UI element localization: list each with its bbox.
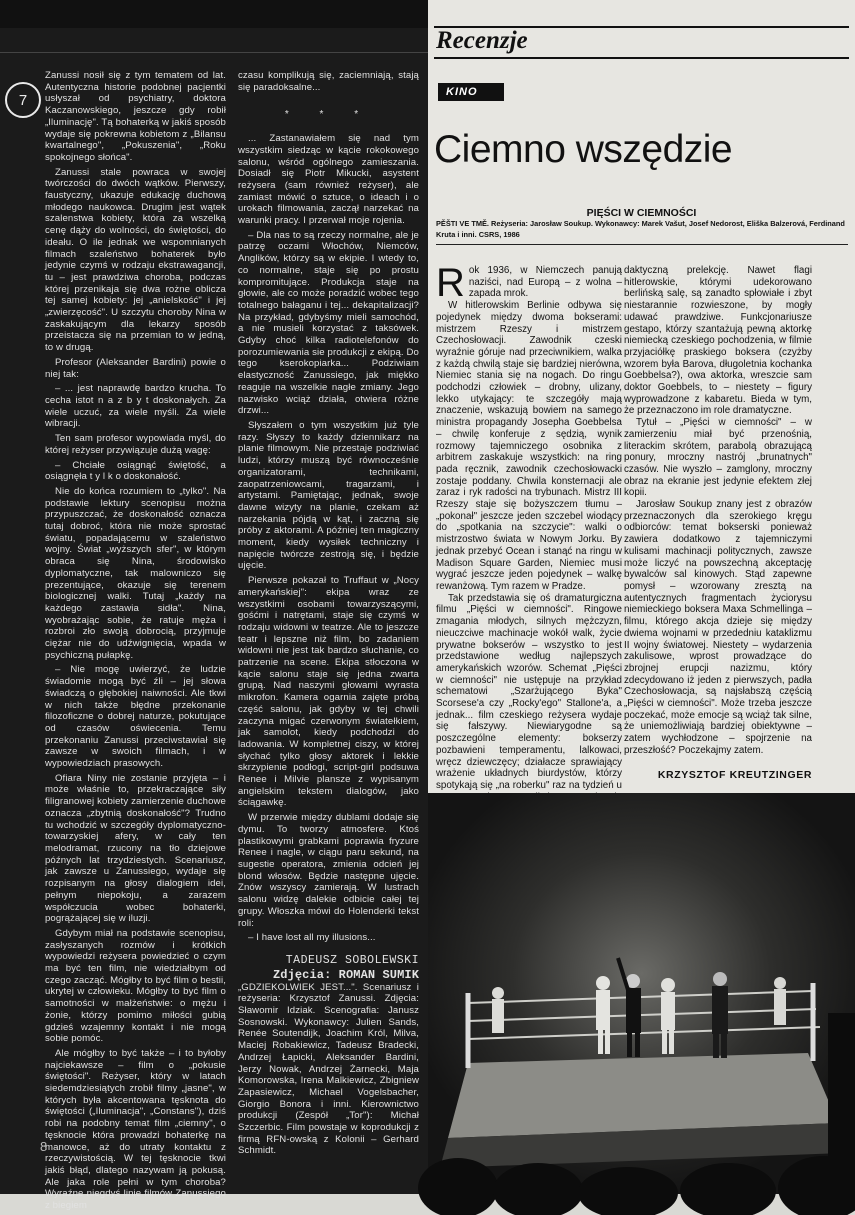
article-author: TADEUSZ SOBOLEWSKI [285, 953, 419, 967]
paragraph: Ofiara Niny nie zostanie przyjęta – i może właśnie to, przekraczające siły filigranowej kobiety zamierzenie duchowe oznacza „zbytnią doskonałość"? Trudno tu wchodzić w szczegóły dyplomatyczno-towarzyskiej afery, w cały ten melodramat, rzucony na tło dziejowe późnych lat trzydziestych. Scenariusz, jak zawsze u Zanussiego, wydaje się rozpisanym na głosy dialogiem idei, pełnym niepokoju, a zarazem współczucia wobec bohaterki, pogrążającej się w iluzji. [45, 772, 226, 925]
film-title: PIĘŚCI W CIEMNOŚCI [586, 207, 697, 219]
left-column-a [45, 70, 226, 1215]
paragraph: Nie do końca rozumiem to „tylko". Na podstawie lektury scenopisu można przypuszczać, że doskonałość oznacza tutaj dobroć, która nie może sprostać światu, popadającemu w szaleństwo wojny. Świat „wyższych sfer", w którym obraca się Nina, środowisko dyplomatyczne, tak malowniczo się prezentujące, okazuje się terenem biologicznej walki. Tutaj „każdy na każdego zastawia sidła". Nina, wyobrażając sobie, że ratuje męża i rozbroi zło swoją dobrocią, przyjmuje ciężar nie do udźwignięcia, wpada w psychiczną pułapkę. [45, 485, 226, 661]
top-dark-band [0, 0, 428, 28]
page-number: 8 [40, 1139, 48, 1154]
boxing-scene-image [428, 793, 855, 1194]
boxing-ring-photo [428, 793, 855, 1194]
film-credits: „GDZIEKOLWIEK JEST...". Scenariusz i reżyseria: Krzysztof Zanussi. Zdjęcia: Sławomir Idziak. Scenografia: Janusz Sosnowski. Wykonawcy: Julien Sands, Renée Soutendijk, Joachim Król, Milva, Maciej Robakiewicz, Tadeusz Bradecki, Andrzej Łapicki, Aleksander Bardini, Jerzy Nowak, Andrzej Żarnecki, Maja Komorowska, Irena Malkiewicz, Zbigniew Zapasiewicz, Michael Vogelsbacher, Giorgio Bonora i inni. Kierownictwo produkcji (Zespół „Tor"): Michał Szczerbic. Film powstaje w koprodukcji z firmą RFN-owską z Kolonii – Gerhard Schmidt. [238, 981, 419, 1157]
divider [436, 244, 848, 245]
film-info: PĚŠTI VE TMĚ. Reżyseria: Jarosław Soukup. Wykonawcy: Marek Vašut, Josef Nedorost, Eliška Balzerová, Ferdinand Kruta i inni. CSRS, 1986 [436, 219, 845, 239]
paragraph: czasu komplikują się, zaciemniają, stają się paradoksalne... [238, 70, 419, 93]
review-column-a [436, 261, 622, 815]
paragraph: daktyczną prelekcję. Nawet flagi hitlerowskie, którymi udekorowano berlińską salę, są zanadto spłowiałe i zbyt niestarannie rozwieszone, by mogły udawać prawdziwe. Funkcjonariusze gestapo, którzy szantażują pewną aktorkę niemiecką czeskiego pochodzenia, w filmie przyjaciółkę praskiego boksera (czyżby wzorem była Barova, długoletnia kochanka Goebbelsa?), owa aktorka, wreszcie sam doktor Goebbels, to – niestety – figury wyprowadzone z kabaretu. Bieda w tym, że przeznaczono im role dramatyczne. [624, 265, 812, 417]
paragraph: Jarosław Soukup znany jest z obrazów przeznaczonych dla szerokiego kręgu odbiorców: temat bokserski ponieważ zawiera dodatkowo z tajemniczymi kulisami machinacji politycznych, zawsze może liczyć na powszechną akceptację bywalców sal kinowych. Stąd zapewne pomysł – wzorowany zresztą na autentycznych fragmentach życiorysu niemieckiego boksera Maxa Schmellinga – filmu, którego akcja dzieje się między dwiema wojnami w przededniu kataklizmu II wojny światowej. Niestety – wydarzenia zakulisowe, wprost prowadzące do zbrojnej erupcji nazizmu, który zdecydowano iż jeden z pierwszych, padła Czechosłowacja, są najsłabszą częścią „Pięści w ciemności". Może trzeba jeszcze poczekać, może emocje są wciąż tak silne, że uniemożliwiają bardziej obiektywne – zatem wychłodzone – spojrzenie na przeszłość? Poczekajmy zatem. [624, 499, 812, 756]
divider [434, 57, 849, 59]
paragraph: Profesor (Aleksander Bardini) powie o niej tak: [45, 356, 226, 380]
paragraph: – Dla nas to są rzeczy normalne, ale je patrzę oczami Włochów, Niemców, Anglików, którzy są w ekipie. I wtedy to, co normalne, staje się po prostu kompromitujące. Produkcja staje na głowie, ale co może poradzić wobec tego totalnego bałaganu i tej... dekapitalizacji? Na przykład, gdybyśmy mieli samochód, a nie musieli korzystać z taksówek. Gdyby choć kilka radiotelefonów do porozumiewania sie produkcji z ekipą. Do tego kserokopiarka... Podziwiam elastyczność Zanussiego, jak miękko reaguje na wszelkie nagłe zmiany. Jego nazwisko wciąż działa, otwiera różne drzwi... [238, 229, 419, 417]
left-article [0, 0, 428, 1212]
paragraph: Tak przedstawia się oś dramaturgiczna filmu „Pięści w ciemności". Ringowe zmagania młodych, silnych mężczyzn, nieuczciwe machinacje wokół walk, życie prywatne bokserów – wszystko to jest przedstawione według najlepszych amerykańskich wzorów. Schemat „Pięści w ciemności" nie ustępuje na przykład schematowi „Szarżującego Byka" Scorsese'a czy „Rocky'ego" Stallone'a, a jednak... film czeskiego reżysera wydaje się fałszywy. Niewiarygodne są poszczególne elementy: bokserzy pozbawieni temperamentu, lalkowaci, wręcz dziewczęcy; działacze sprawiający wrażenie układnych biurdystów, którzy spotykają się „na roberku" raz na tydzień u [436, 592, 622, 791]
paragraph: Zanussi nosił się z tym tematem od lat. Autentyczna historie podobnej pacjentki usłyszał od psychiatry, doktora Kaczanowskiego, jeszcze gdy robił „Iluminację". Tą bohaterką w jakiś sposób wydaje się pokrewna kobietom z „Bilansu kwartalnego", „Pokuszenia", „Roku spokojnego słońca". [45, 70, 226, 163]
page-marker-circle: 7 [5, 82, 41, 118]
article-title: Ciemno wszędzie [434, 128, 733, 171]
paragraph: Pierwsze pokazał to Truffaut w „Nocy amerykańskiej": ekipa wraz ze wszystkimi osobami towarzyszącymi, gośćmi i natrętami, staje się czymś w rodzaju widowni w teatrze. Ale to jeszcze teatr i lepszne niż film, bo zadaniem widowni nie jest tak bardzo słuchanie, co patrzenie na scene. Ekipa stłoczona w kącie salonu staje się jedna zwarta grupą. Nad naszymi głowami wyrasta mikrofon. Kamera ogarnia zajęte próbą część salonu, jak gdyby w tej chwili zaczyna migać czerwonym światełkiem, jak samolot, kiedy podchodzi do ladowania. W kompletnej ciszy, w której słychać tylko głosy aktorek i lekkie skrzypienie podłogi, script-girl podsuwa Renee i Milvie plansze z wypisanym angielskim tekstem dialogów, jako ściągawkę. [238, 575, 419, 809]
paragraph: Ale mógłby to być także – i to byłoby najciekawsze – film o „pokusie świętości". Reżyser, który w latach siedemdziesiątych zrobił filmy „jasne", w których była akcentowana tęsknota do świętości („Iluminacja", „Constans"), dziś robi na podobny temat film „ciemny", o tęsknocie która prowadzi bohaterkę na manowce, aż do utraty kontaktu z rzeczywistością. W tej tęsknocie tkwi jakiś błąd, dlatego nazywam ją pokusą. Ale jaka role pełni w tym choroba? Wyraźne niegdyś linie filmów Zanussiego z biegiem [45, 1047, 226, 1212]
paragraph-text: ok 1936, w Niemczech panują naziści, nad Europą – z wolna – zapada mrok. [468, 265, 622, 300]
left-column-b [238, 70, 419, 1160]
paragraph: Tytuł – „Pięści w ciemności" – w zamierzeniu miał być przenośnią, literackim skrótem, parabolą obrazującą ponury, mroczny nastrój „brunatnych" czasów. Nie wyszło – zamglony, mroczny obraz na ekranie jest jedynie efektem złej kopii. [624, 417, 812, 499]
photo-credit: Zdjęcia: ROMAN SUMIK [272, 967, 419, 982]
paragraph: Gdybym miał na podstawie scenopisu, zasłyszanych rozmów i krótkich wypowiedzi reżysera powiedzieć o czym ma być ten film, nie wiedziałbym od czego zacząć. Mógłby to być film o bestii, ukrytej w człowieku. Mógłby to być film o samotności w małżeństwie: o mężu i żonie, którzy pomimo miłości gubią gdzieś wzajemny kontakt i nie mogą sobie pomóc. [45, 927, 226, 1045]
paragraph: – Chciałe osiągnąć świętość, a osiągnęła t y l k o doskonałość. [45, 459, 226, 483]
paragraph: – Nie mogę uwierzyć, że ludzie świadomie mogą być źli – jej słowa świadczą o głębokiej naiwności. Ale tkwi w nich także błędne przekonanie filozoficzne o dobrej naturze, pokutujące od czasów oświecenia. Temu przekonaniu Zanussi przeciwstawiał się zawsze w swoich filmach, i w wypowiedziach prasowych. [45, 664, 226, 770]
paragraph: W hitlerowskim Berlinie odbywa się pojedynek między dwoma bokserami: mistrzem Rzeszy i mistrzem Czechosłowacji. Zawodnik czeski wyraźnie góruje nad przeciwnikiem, walka z każdą chwilą staje się bardziej nierówna, Niemiec stania się na nogach. Do ringu podchodzi człowiek – drobny, ulizany, lekko utykający: te szczegóły mają znaczenie, wskazują bowiem na samego ministra propagandy Josepha Goebbelsa – chwilę konferuje z sędzią, wynik rozmowy tajemniczego osobnika z arbitrem zaskakuje wszystkich: na ring pada ręcznik, zawodnik czechosłowacki zostaje poddany. Chwila konsternacji ale zaraz i ryk radości na trybunach. Mistrz III Rzeszy staje się bożyszczem tłumu – „pokonał" jeszcze jeden szczebel wiodący do „spotkania na szczycie": walki o mistrzostwo świata w Nowym Jorku. By jednak przebyć Ocean i stanąć na ringu w Madison Square Garden, Niemiec musi wygrać jeszcze jeden pojedynek – walkę rewanżową. Tym razem w Pradze. [436, 300, 622, 592]
divider [0, 52, 428, 53]
category-tag: KINO [438, 83, 504, 101]
paragraph: Ten sam profesor wypowiada myśl, do której reżyser przywiązuje dużą wagę: [45, 433, 226, 456]
section-break-stars: * * * [284, 109, 373, 121]
review-column-b [624, 265, 812, 781]
paragraph: Słyszałem o tym wszystkim już tyle razy. Słyszy to każdy dziennikarz na planie filmowym. Nie przestaje podziwiać ludzi, którzy muszą być równocześnie organizatorami, technikami, zaopatrzeniowcami, tragarzami, i artystami. Pamiętając, jednak, swoje dawne wizyty na planie, czekam aż narzekania pójdą w kąt, i zaczną się próby z aktorami. A później ten magiczny moment, kiedy wysiłek techniczny i napięcie twórcze zestroją się, i będzie ujęcie. [238, 419, 419, 572]
paragraph: Zanussi stale powraca w swojej twórczości do dwóch wątków. Pierwszy, faustyczny, ukazuje edukację duchową młodego naukowca. Drugim jest wątek szalenstwa kobiety, która za wszelką cenę dąży do wolności, do świętości, do ideału. O ile jednak we wspomnianych filmach szaleństwo bohaterek było jedynie czymś w rodzaju ekstrawagancji, tu – jest prawdziwa choroba, podczas której przenikaja się dwa rożne oblicza tej samej kobiety: jej „anielskość" i jej „zwierzęcość". U szczytu choroby Nina w zaskakującym dla lekarzy sposób przeistacza się na przemian to w jedną, to w drugą. [45, 166, 226, 354]
paragraph: – ... jest naprawdę bardzo krucha. To cecha istot n a z b y t doskonałych. Za wiele uczuć, za wiele myśli. Za wiele wibracji. [45, 383, 226, 430]
paragraph [436, 261, 622, 305]
paragraph: ... Zastanawiałem się nad tym wszystkim siedząc w kącie rokokowego salonu, wśród ogólnego zamieszania. Dosiadł się Piotr Mikucki, asystent reżysera (sam również reżyser), ale zamiast mówić o sztuce, o ideach i o urokach filmowania, zaczął narzekać na warunki pracy. I przerwał moje rojenia. [238, 133, 419, 227]
review-author: KRZYSZTOF KREUTZINGER [657, 768, 812, 781]
section-title: Recenzje [436, 27, 528, 54]
drop-cap: R [436, 261, 465, 305]
paragraph: – I have lost all my illusions... [248, 932, 376, 944]
paragraph: W przerwie między dublami dodaje się dymu. To tworzy atmosfere. Ktoś plastikowymi grabkami poprawia fryzure Renee i nagle, w ciągu paru sekund, na sugestie operatora, zmienia odcień jej blond włosów. Będzie następne ujęcie. Znów wszyscy zamierają. W lustrach salonu widzę dalekie odbicie całej tej grupy. Włoszka mówi do Holenderki tekst roli: [238, 812, 419, 929]
